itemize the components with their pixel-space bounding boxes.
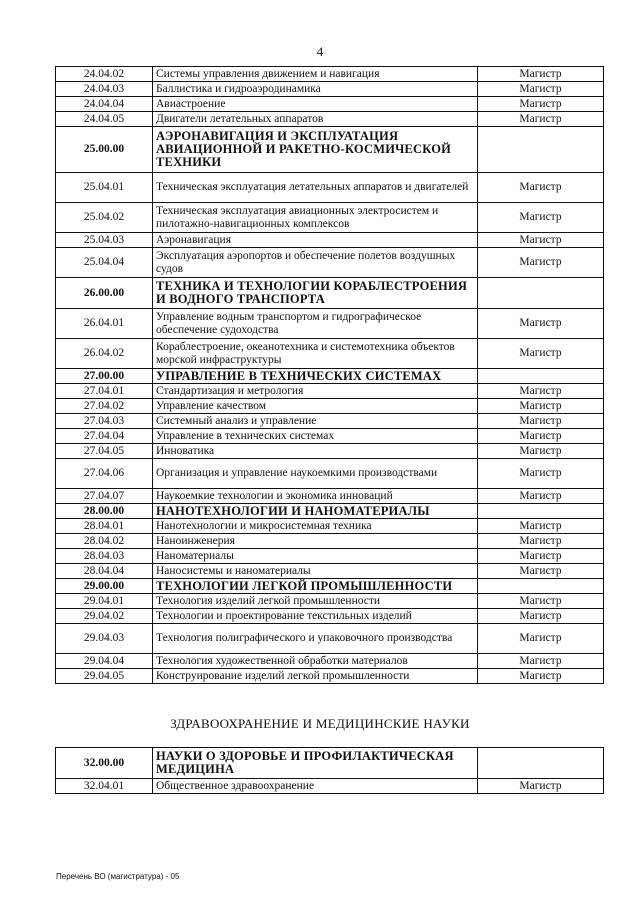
specialties-table: [55, 66, 604, 684]
table-row: [56, 534, 604, 549]
table-row: [56, 82, 604, 97]
table-row: [56, 594, 604, 609]
code-cell: 25.04.03: [56, 233, 153, 248]
level-cell: Магистр: [478, 609, 604, 624]
code-cell: 29.04.01: [56, 594, 153, 609]
code-cell: 24.04.04: [56, 97, 153, 112]
level-cell: [478, 579, 604, 594]
code-cell: 25.04.01: [56, 173, 153, 203]
level-cell: Магистр: [478, 309, 604, 339]
name-cell: АЭРОНАВИГАЦИЯ И ЭКСПЛУАТАЦИЯ АВИАЦИОННОЙ И РАКЕТНО-КОСМИЧЕСКОЙ ТЕХНИКИ: [153, 127, 478, 173]
code-cell: 25.04.02: [56, 203, 153, 233]
name-cell: Техническая эксплуатация летательных аппаратов и двигателей: [153, 173, 478, 203]
name-cell: Наукоемкие технологии и экономика инноваций: [153, 489, 478, 504]
level-cell: Магистр: [478, 779, 604, 794]
table-row: [56, 173, 604, 203]
health-sciences-table: [55, 747, 604, 794]
code-cell: 27.04.07: [56, 489, 153, 504]
name-cell: Управление качеством: [153, 399, 478, 414]
code-cell: 29.04.02: [56, 609, 153, 624]
code-cell: 24.04.05: [56, 112, 153, 127]
level-cell: Магистр: [478, 203, 604, 233]
level-cell: Магистр: [478, 414, 604, 429]
level-cell: [478, 504, 604, 519]
name-cell: Системный анализ и управление: [153, 414, 478, 429]
table-row: [56, 459, 604, 489]
name-cell: Технологии и проектирование текстильных изделий: [153, 609, 478, 624]
table-row: [56, 399, 604, 414]
table-row: [56, 519, 604, 534]
code-cell: 28.00.00: [56, 504, 153, 519]
level-cell: Магистр: [478, 339, 604, 369]
name-cell: Нанотехнологии и микросистемная техника: [153, 519, 478, 534]
name-cell: Кораблестроение, океанотехника и системотехника объектов морской инфраструктуры: [153, 339, 478, 369]
name-cell: Управление водным транспортом и гидрографическое обеспечение судоходства: [153, 309, 478, 339]
section-row: [56, 504, 604, 519]
table-row: [56, 624, 604, 654]
level-cell: Магистр: [478, 248, 604, 278]
name-cell: Наноинженерия: [153, 534, 478, 549]
code-cell: 25.04.04: [56, 248, 153, 278]
code-cell: 29.00.00: [56, 579, 153, 594]
name-cell: НАНОТЕХНОЛОГИИ И НАНОМАТЕРИАЛЫ: [153, 504, 478, 519]
code-cell: 28.04.04: [56, 564, 153, 579]
code-cell: 27.04.05: [56, 444, 153, 459]
level-cell: Магистр: [478, 534, 604, 549]
name-cell: Стандартизация и метрология: [153, 384, 478, 399]
table-row: [56, 609, 604, 624]
table-row: [56, 779, 604, 794]
table-row: [56, 489, 604, 504]
code-cell: 27.00.00: [56, 369, 153, 384]
code-cell: 28.04.01: [56, 519, 153, 534]
footer-note: Перечень ВО (магистратура) - 05: [56, 872, 180, 881]
name-cell: НАУКИ О ЗДОРОВЬЕ И ПРОФИЛАКТИЧЕСКАЯ МЕДИЦИНА: [153, 748, 478, 779]
level-cell: Магистр: [478, 173, 604, 203]
section-row: [56, 127, 604, 173]
code-cell: 26.00.00: [56, 278, 153, 309]
table-row: [56, 384, 604, 399]
table-row: [56, 414, 604, 429]
name-cell: ТЕХНОЛОГИИ ЛЕГКОЙ ПРОМЫШЛЕННОСТИ: [153, 579, 478, 594]
name-cell: Техническая эксплуатация авиационных электросистем и пилотажно-навигационных комплексов: [153, 203, 478, 233]
table-row: [56, 112, 604, 127]
table-row: [56, 97, 604, 112]
level-cell: Магистр: [478, 459, 604, 489]
level-cell: Магистр: [478, 489, 604, 504]
section-row: [56, 278, 604, 309]
name-cell: Баллистика и гидроаэродинамика: [153, 82, 478, 97]
table-row: [56, 67, 604, 82]
table-row: [56, 444, 604, 459]
name-cell: Технология изделий легкой промышленности: [153, 594, 478, 609]
code-cell: 27.04.04: [56, 429, 153, 444]
level-cell: Магистр: [478, 67, 604, 82]
table-row: [56, 549, 604, 564]
level-cell: Магистр: [478, 399, 604, 414]
name-cell: Двигатели летательных аппаратов: [153, 112, 478, 127]
code-cell: 32.00.00: [56, 748, 153, 779]
level-cell: Магистр: [478, 444, 604, 459]
level-cell: Магистр: [478, 233, 604, 248]
code-cell: 27.04.03: [56, 414, 153, 429]
table-row: [56, 564, 604, 579]
code-cell: 27.04.02: [56, 399, 153, 414]
code-cell: 24.04.03: [56, 82, 153, 97]
name-cell: Технология полиграфического и упаковочного производства: [153, 624, 478, 654]
level-cell: [478, 748, 604, 779]
table-row: [56, 233, 604, 248]
code-cell: 28.04.02: [56, 534, 153, 549]
table-row: [56, 654, 604, 669]
name-cell: Авиастроение: [153, 97, 478, 112]
table-row: [56, 309, 604, 339]
level-cell: Магистр: [478, 624, 604, 654]
level-cell: Магистр: [478, 549, 604, 564]
level-cell: Магистр: [478, 654, 604, 669]
code-cell: 25.00.00: [56, 127, 153, 173]
level-cell: Магистр: [478, 429, 604, 444]
name-cell: Инноватика: [153, 444, 478, 459]
level-cell: [478, 369, 604, 384]
section-row: [56, 748, 604, 779]
level-cell: Магистр: [478, 97, 604, 112]
name-cell: Управление в технических системах: [153, 429, 478, 444]
name-cell: Эксплуатация аэропортов и обеспечение полетов воздушных судов: [153, 248, 478, 278]
name-cell: Конструирование изделий легкой промышленности: [153, 669, 478, 684]
name-cell: Общественное здравоохранение: [153, 779, 478, 794]
name-cell: Системы управления движением и навигация: [153, 67, 478, 82]
table-row: [56, 339, 604, 369]
page-number: 4: [316, 44, 324, 59]
table-row: [56, 669, 604, 684]
level-cell: Магистр: [478, 564, 604, 579]
code-cell: 27.04.06: [56, 459, 153, 489]
level-cell: Магистр: [478, 594, 604, 609]
level-cell: Магистр: [478, 384, 604, 399]
code-cell: 29.04.05: [56, 669, 153, 684]
name-cell: Технология художественной обработки материалов: [153, 654, 478, 669]
level-cell: [478, 127, 604, 173]
level-cell: Магистр: [478, 519, 604, 534]
code-cell: 26.04.01: [56, 309, 153, 339]
name-cell: Аэронавигация: [153, 233, 478, 248]
code-cell: 29.04.03: [56, 624, 153, 654]
section-heading: ЗДРАВООХРАНЕНИЕ И МЕДИЦИНСКИЕ НАУКИ: [170, 716, 470, 731]
name-cell: Организация и управление наукоемкими производствами: [153, 459, 478, 489]
name-cell: ТЕХНИКА И ТЕХНОЛОГИИ КОРАБЛЕСТРОЕНИЯ И ВОДНОГО ТРАНСПОРТА: [153, 278, 478, 309]
name-cell: УПРАВЛЕНИЕ В ТЕХНИЧЕСКИХ СИСТЕМАХ: [153, 369, 478, 384]
table-row: [56, 203, 604, 233]
name-cell: Наносистемы и наноматериалы: [153, 564, 478, 579]
code-cell: 29.04.04: [56, 654, 153, 669]
level-cell: Магистр: [478, 669, 604, 684]
section-row: [56, 369, 604, 384]
level-cell: Магистр: [478, 112, 604, 127]
name-cell: Наноматериалы: [153, 549, 478, 564]
code-cell: 32.04.01: [56, 779, 153, 794]
level-cell: Магистр: [478, 82, 604, 97]
code-cell: 27.04.01: [56, 384, 153, 399]
code-cell: 26.04.02: [56, 339, 153, 369]
table-row: [56, 429, 604, 444]
level-cell: [478, 278, 604, 309]
code-cell: 28.04.03: [56, 549, 153, 564]
table-row: [56, 248, 604, 278]
section-row: [56, 579, 604, 594]
code-cell: 24.04.02: [56, 67, 153, 82]
